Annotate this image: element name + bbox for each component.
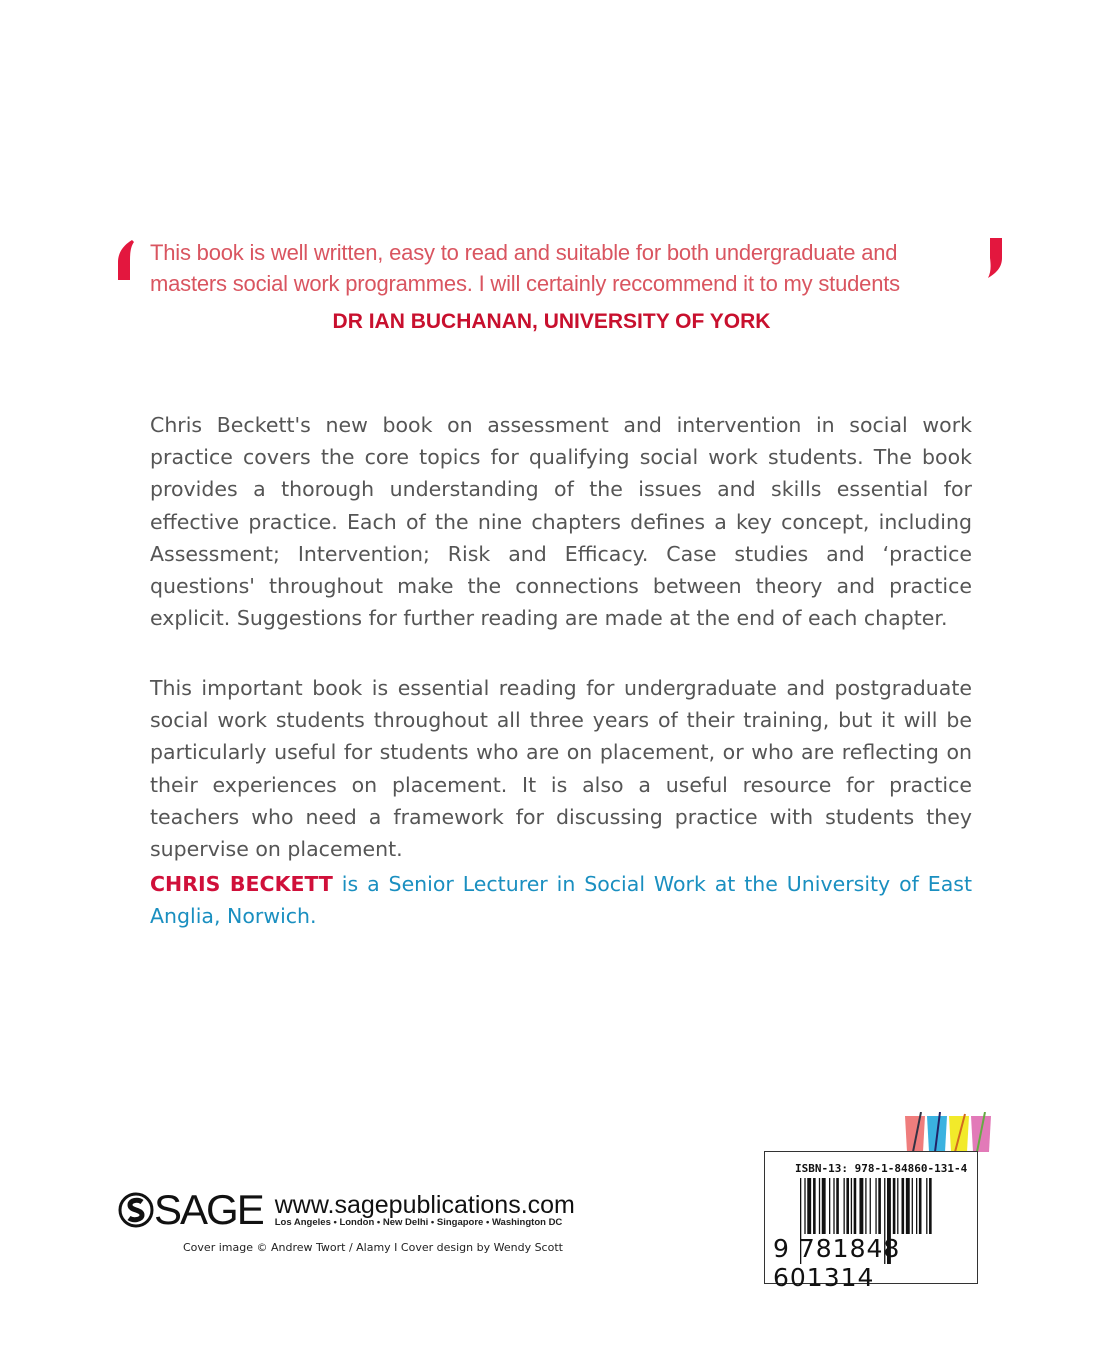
barcode-bar: [919, 1178, 922, 1234]
cups-image: [905, 1112, 991, 1152]
barcode-bar: [844, 1178, 845, 1234]
barcode-bar: [851, 1178, 852, 1234]
author-name: CHRIS BECKETT: [150, 872, 333, 896]
barcode-bar: [878, 1178, 881, 1234]
author-bio-text: is a Senior Lecturer in Social Work at the University of East Anglia, Norwich.: [150, 872, 972, 928]
publisher-cities: Los Angeles • London • New Delhi • Singapore • Washington DC: [274, 1216, 563, 1228]
barcode-bar: [804, 1178, 805, 1234]
barcode-bar: [819, 1178, 820, 1234]
barcode-bar: [822, 1178, 826, 1234]
barcode-bar: [893, 1178, 896, 1234]
open-quote-mark-icon: [116, 240, 134, 280]
barcode-bar: [833, 1178, 834, 1234]
barcode-bar: [854, 1178, 857, 1234]
barcode-bar: [870, 1178, 871, 1234]
publisher-block: [118, 1186, 575, 1234]
author-bio: [150, 868, 972, 932]
barcode-bar: [807, 1178, 811, 1234]
barcode-bar: [829, 1178, 830, 1234]
barcode-bar: [846, 1178, 849, 1234]
cover-credit: Cover image © Andrew Twort / Alamy I Cover design by Wendy Scott: [183, 1241, 563, 1254]
barcode-bar: [865, 1178, 866, 1234]
quote-line-1: This book is well written, easy to read and suitable for both undergraduate and: [150, 240, 898, 265]
barcode-bar: [902, 1178, 905, 1234]
barcode-bar: [916, 1178, 917, 1234]
quote-author: DR IAN BUCHANAN, UNIVERSITY OF YORK: [332, 310, 771, 333]
barcode-bar: [912, 1178, 913, 1234]
barcode-bar: [875, 1178, 876, 1234]
barcode-bar: [906, 1178, 910, 1234]
barcode-digits: 9 781848 601314: [773, 1234, 901, 1292]
barcode-bar: [836, 1178, 839, 1234]
isbn-label: ISBN-13: 978-1-84860-131-4: [795, 1162, 968, 1175]
publisher-url[interactable]: www.sagepublications.com: [274, 1190, 575, 1219]
barcode-bar: [813, 1178, 816, 1234]
sage-logo: [118, 1186, 263, 1234]
sage-s-icon: [118, 1192, 154, 1228]
quote-line-2: masters social work programmes. I will certainly reccommend it to my students: [150, 271, 900, 296]
description-paragraph-2: This important book is essential reading for undergraduate and postgraduate social work students throughout all three years of their training, but it will be particularly useful for students who are on placement, or who are reflecting on their experiences on placement. It is also a useful resource for practice teachers who need a framework for discussing practice with students they supervise on placement.: [150, 676, 972, 862]
isbn-barcode: [764, 1151, 978, 1292]
barcode-bar: [926, 1178, 927, 1234]
barcode-bar: [897, 1178, 898, 1234]
close-quote-mark-icon: [986, 238, 1004, 278]
barcode-bar: [859, 1178, 863, 1234]
sage-logo-text: SAGE: [154, 1186, 263, 1233]
barcode-bar: [929, 1178, 932, 1234]
description-paragraph-1: Chris Beckett's new book on assessment and intervention in social work practice covers the core topics for qualifying social work students. The book provides a thorough understanding of the issues and skills essential for effective practice. Each of the nine chapters defines a key concept, including Assessment; Intervention; Risk and Efficacy. Case studies and ‘practice questions' throughout make the connections between theory and practice explicit. Suggestions for further reading are made at the end of each chapter.: [150, 413, 972, 631]
